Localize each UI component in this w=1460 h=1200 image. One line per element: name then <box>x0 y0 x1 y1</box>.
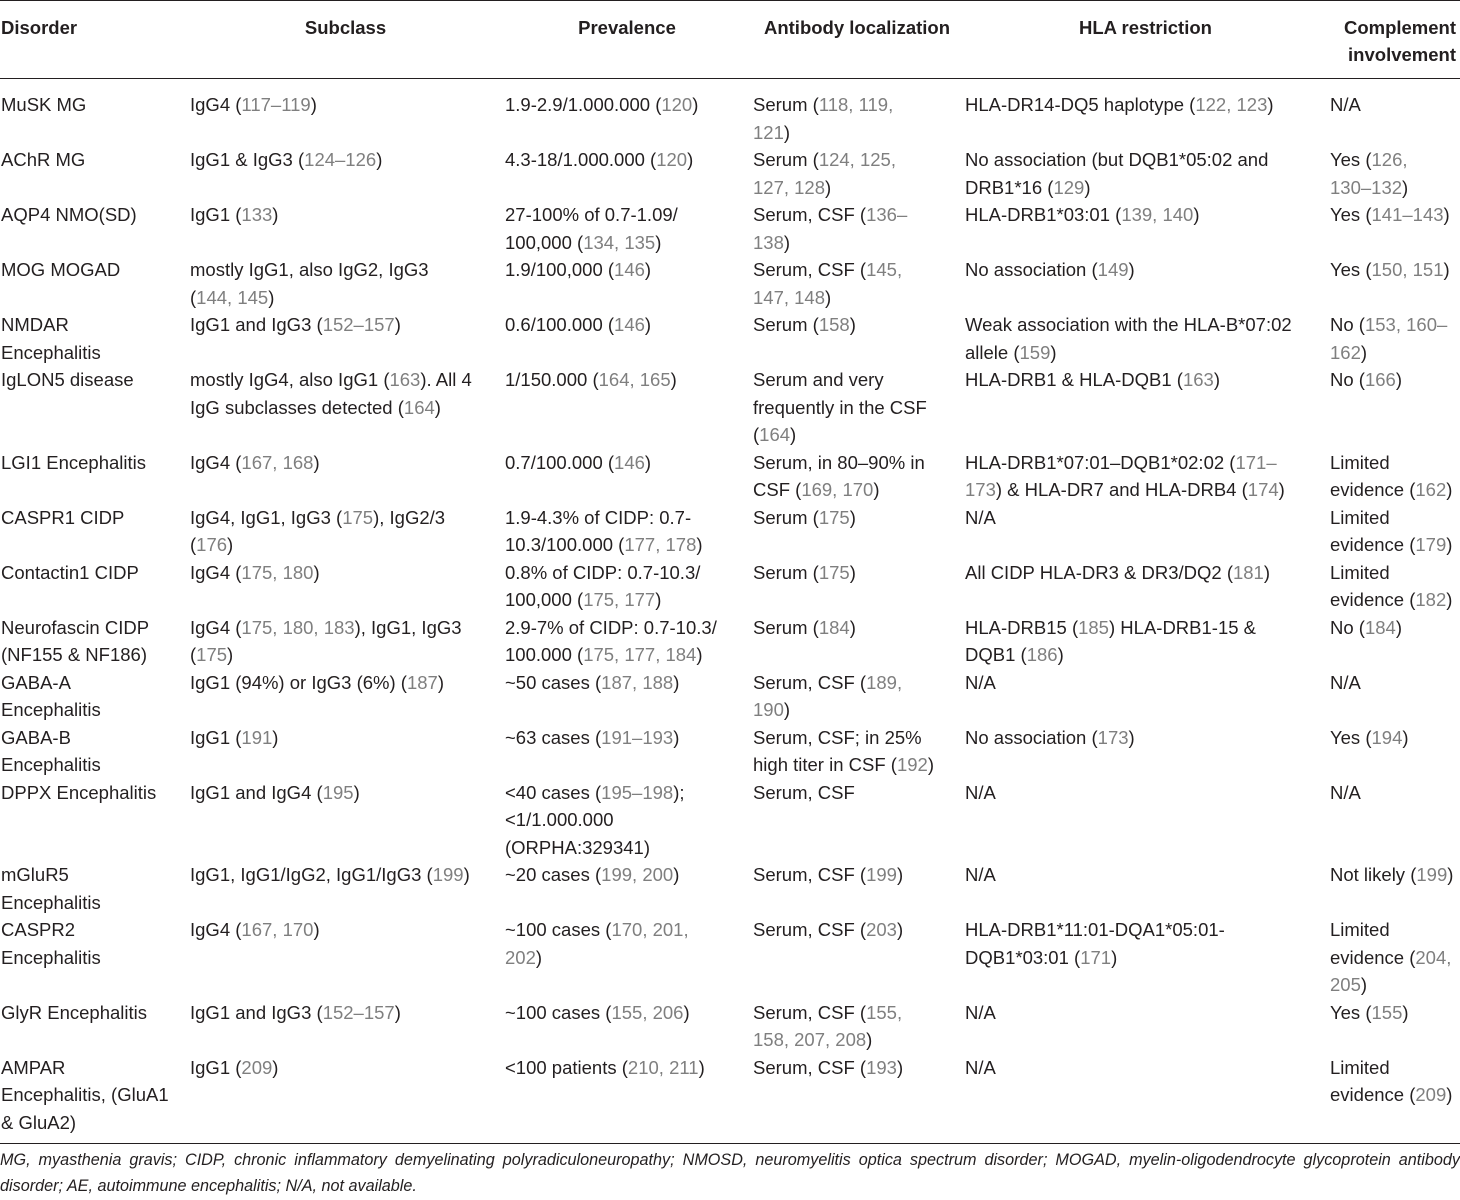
citation-reference: 145, 147, 148 <box>753 259 903 308</box>
cell-prevalence: 0.7/100.000 (146) <box>505 451 652 473</box>
cell-hla-restriction: No association (but DQB1*05:02 and DRB1*16 (129) <box>965 149 1269 198</box>
citation-reference: 204, 205 <box>1330 946 1452 995</box>
citation-reference: 118, 119, 121 <box>753 94 894 143</box>
cell-disorder: NMDAR Encephalitis <box>1 314 101 363</box>
citation-reference: 173 <box>1097 726 1129 748</box>
cell-subclass: IgG1 and IgG3 (152–157) <box>190 1001 401 1023</box>
citation-reference: 124–126 <box>304 149 377 170</box>
citation-reference: 164, 165 <box>598 369 671 390</box>
citation-reference: 159 <box>1019 341 1051 363</box>
citation-reference: 133 <box>241 204 273 225</box>
cell-complement-involvement: Yes (126, 130–132) <box>1330 149 1409 198</box>
table-row <box>0 559 1460 614</box>
cell-prevalence: 0.8% of CIDP: 0.7-10.3/ 100,000 (175, 177) <box>505 561 701 610</box>
cell-disorder: GlyR Encephalitis <box>1 1001 148 1023</box>
citation-reference: 163 <box>389 369 421 390</box>
cell-complement-involvement: Yes (194) <box>1330 726 1409 748</box>
cell-prevalence: 4.3-18/1.000.000 (120) <box>505 149 694 170</box>
cell-subclass: IgG1 & IgG3 (124–126) <box>190 149 383 170</box>
cell-disorder: IgLON5 disease <box>1 369 134 390</box>
table-body <box>0 79 1460 1145</box>
citation-reference: 199, 200 <box>601 864 674 885</box>
citation-reference: 192 <box>896 754 928 775</box>
citation-reference: 181 <box>1232 561 1264 583</box>
cell-complement-involvement: N/A <box>1330 671 1361 693</box>
cell-prevalence: ~100 cases (170, 201, 202) <box>505 919 689 968</box>
cell-complement-involvement: Limited evidence (162) <box>1330 451 1453 500</box>
cell-subclass: IgG4 (175, 180) <box>190 561 320 583</box>
citation-reference: 199 <box>432 864 464 885</box>
cell-antibody-localization: Serum, CSF <box>753 781 855 803</box>
citation-reference: 158 <box>818 314 850 335</box>
header-row <box>0 1 1460 79</box>
citation-reference: 177, 178 <box>624 534 697 555</box>
table-row <box>0 916 1460 999</box>
citation-reference: 144, 145 <box>196 286 269 308</box>
cell-prevalence: 2.9-7% of CIDP: 0.7-10.3/ 100.000 (175, 177, 184) <box>505 616 717 665</box>
citation-reference: 153, 160– 162 <box>1330 314 1448 363</box>
citation-reference: 117–119 <box>241 94 311 115</box>
cell-complement-involvement: Limited evidence (179) <box>1330 506 1453 555</box>
cell-antibody-localization: Serum (118, 119, 121) <box>753 94 894 143</box>
citation-reference: 191–193 <box>601 726 674 748</box>
citation-reference: 167, 168 <box>241 451 314 473</box>
citation-reference: 126, 130–132 <box>1330 149 1408 198</box>
citation-reference: 175, 177, 184 <box>583 644 697 665</box>
citation-reference: 164 <box>403 396 435 418</box>
cell-antibody-localization: Serum, CSF (136– 138) <box>753 204 908 253</box>
cell-prevalence: 1.9-4.3% of CIDP: 0.7- 10.3/100.000 (177, 178) <box>505 506 703 555</box>
citation-reference: 210, 211 <box>627 1056 699 1078</box>
header-hla-restriction: HLA restriction <box>963 1 1328 79</box>
citation-reference: 134, 135 <box>583 231 656 253</box>
citation-reference: 193 <box>866 1056 897 1078</box>
cell-disorder: mGluR5 Encephalitis <box>1 864 101 913</box>
cell-complement-involvement: No (184) <box>1330 616 1403 638</box>
cell-prevalence: <40 cases (195–198); <1/1.000.000 (ORPHA:329341) <box>505 781 685 858</box>
table-row <box>0 366 1460 449</box>
cell-subclass: IgG4, IgG1, IgG3 (175), IgG2/3 (176) <box>190 506 446 555</box>
cell-complement-involvement: Limited evidence (182) <box>1330 561 1453 610</box>
cell-complement-involvement: No (153, 160– 162) <box>1330 314 1448 363</box>
citation-reference: 155 <box>1371 1001 1403 1023</box>
cell-hla-restriction: N/A <box>965 1001 996 1023</box>
header-complement-involvement: Complement involvement <box>1328 1 1460 79</box>
cell-subclass: mostly IgG4, also IgG1 (163). All 4 IgG subclasses detected (164) <box>190 369 472 418</box>
cell-hla-restriction: No association (173) <box>965 726 1135 748</box>
citation-reference: 187 <box>406 671 438 693</box>
citation-reference: 175 <box>818 561 850 583</box>
cell-antibody-localization: Serum (158) <box>753 314 856 335</box>
cell-hla-restriction: N/A <box>965 671 996 693</box>
cell-subclass: IgG4 (167, 170) <box>190 919 320 940</box>
citation-reference: 185 <box>1078 616 1109 638</box>
table-row <box>0 311 1460 366</box>
citation-reference: 187, 188 <box>601 671 674 693</box>
citation-reference: 146 <box>614 259 645 280</box>
citation-reference: 176 <box>196 534 228 555</box>
cell-hla-restriction: All CIDP HLA-DR3 & DR3/DQ2 (181) <box>965 561 1271 583</box>
cell-prevalence: 0.6/100.000 (146) <box>505 314 652 335</box>
citation-reference: 170, 201, 202 <box>505 919 689 968</box>
cell-antibody-localization: Serum, CSF (193) <box>753 1056 904 1078</box>
cell-antibody-localization: Serum, CSF (145, 147, 148) <box>753 259 903 308</box>
cell-disorder: AMPAR Encephalitis, (GluA1 & GluA2) <box>1 1056 169 1133</box>
table-row <box>0 724 1460 779</box>
citation-reference: 141–143 <box>1371 204 1444 225</box>
table-row <box>0 449 1460 504</box>
cell-disorder: Neurofascin CIDP (NF155 & NF186) <box>1 616 150 665</box>
table-row <box>0 779 1460 862</box>
citation-reference: 184 <box>818 616 850 638</box>
cell-hla-restriction: Weak association with the HLA-B*07:02 allele (159) <box>965 314 1292 363</box>
cell-prevalence: ~100 cases (155, 206) <box>505 1001 690 1023</box>
table-row <box>0 201 1460 256</box>
cell-antibody-localization: Serum (175) <box>753 506 856 528</box>
cell-prevalence: 1/150.000 (164, 165) <box>505 369 677 390</box>
cell-complement-involvement: Yes (141–143) <box>1330 204 1450 225</box>
table-row <box>0 1054 1460 1145</box>
citation-reference: 124, 125, 127, 128 <box>753 149 896 198</box>
citation-reference: 184 <box>1364 616 1396 638</box>
cell-antibody-localization: Serum, CSF (199) <box>753 864 904 885</box>
cell-disorder: AQP4 NMO(SD) <box>1 204 137 225</box>
cell-antibody-localization: Serum, CSF (189, 190) <box>753 671 903 720</box>
citation-reference: 150, 151 <box>1371 259 1444 280</box>
citation-reference: 139, 140 <box>1121 204 1194 225</box>
cell-disorder: CASPR2 Encephalitis <box>1 919 101 968</box>
citation-reference: 189, 190 <box>753 671 903 720</box>
cell-hla-restriction: N/A <box>965 1056 996 1078</box>
header-antibody-localization: Antibody localization <box>751 1 963 79</box>
cell-hla-restriction: HLA-DR14-DQ5 haplotype (122, 123) <box>965 94 1274 115</box>
cell-subclass: IgG4 (175, 180, 183), IgG1, IgG3 (175) <box>190 616 462 665</box>
citation-reference: 199 <box>866 864 897 885</box>
cell-complement-involvement: Yes (150, 151) <box>1330 259 1450 280</box>
cell-disorder: LGI1 Encephalitis <box>1 451 147 473</box>
cell-antibody-localization: Serum and very frequently in the CSF (164) <box>753 369 927 445</box>
cell-prevalence: <100 patients (210, 211) <box>505 1056 705 1078</box>
cell-disorder: GABA-B Encephalitis <box>1 726 101 775</box>
cell-antibody-localization: Serum, CSF (203) <box>753 919 904 940</box>
citation-reference: 175 <box>196 644 228 665</box>
cell-disorder: GABA-A Encephalitis <box>1 671 101 720</box>
cell-hla-restriction: HLA-DRB1*11:01-DQA1*05:01- DQB1*03:01 (171) <box>965 919 1225 968</box>
cell-complement-involvement: N/A <box>1330 781 1361 803</box>
citation-reference: 175, 180 <box>241 561 314 583</box>
cell-disorder: CASPR1 CIDP <box>1 506 125 528</box>
cell-antibody-localization: Serum (124, 125, 127, 128) <box>753 149 896 198</box>
cell-prevalence: ~20 cases (199, 200) <box>505 864 680 885</box>
cell-complement-involvement: No (166) <box>1330 369 1403 390</box>
cell-complement-involvement: Limited evidence (204, 205) <box>1330 919 1452 995</box>
cell-subclass: IgG4 (167, 168) <box>190 451 320 473</box>
cell-disorder: MOG MOGAD <box>1 259 121 280</box>
citation-reference: 175 <box>342 506 374 528</box>
cell-hla-restriction: No association (149) <box>965 259 1135 280</box>
table-row <box>0 256 1460 311</box>
table-row <box>0 669 1460 724</box>
cell-complement-involvement: Limited evidence (209) <box>1330 1056 1453 1105</box>
cell-antibody-localization: Serum (175) <box>753 561 856 583</box>
citation-reference: 163 <box>1182 369 1214 390</box>
citation-reference: 149 <box>1097 259 1129 280</box>
citation-reference: 152–157 <box>322 314 395 335</box>
cell-subclass: IgG1 and IgG3 (152–157) <box>190 314 401 335</box>
cell-subclass: IgG1 (133) <box>190 204 279 225</box>
cell-subclass: IgG1 (209) <box>190 1056 279 1078</box>
cell-hla-restriction: N/A <box>965 864 996 885</box>
citation-reference: 199 <box>1416 864 1448 885</box>
cell-hla-restriction: N/A <box>965 781 996 803</box>
cell-subclass: IgG1 (94%) or IgG3 (6%) (187) <box>190 671 444 693</box>
citation-reference: 175, 177 <box>583 589 656 610</box>
citation-reference: 122, 123 <box>1195 94 1268 115</box>
cell-complement-involvement: N/A <box>1330 94 1361 115</box>
citation-reference: 195 <box>322 781 354 803</box>
cell-prevalence: ~63 cases (191–193) <box>505 726 680 748</box>
cell-subclass: IgG1 (191) <box>190 726 279 748</box>
cell-hla-restriction: N/A <box>965 506 996 528</box>
citation-reference: 155, 206 <box>611 1001 684 1023</box>
citation-reference: 186 <box>1026 644 1058 665</box>
cell-disorder: MuSK MG <box>1 94 87 115</box>
citation-reference: 174 <box>1247 479 1279 500</box>
table-row <box>0 861 1460 916</box>
citation-reference: 120 <box>661 94 693 115</box>
table-row <box>0 999 1460 1054</box>
citation-reference: 171 <box>1080 946 1112 968</box>
table-row <box>0 504 1460 559</box>
cell-subclass: IgG4 (117–119) <box>190 94 317 115</box>
citation-reference: 182 <box>1415 589 1447 610</box>
citation-reference: 167, 170 <box>241 919 314 940</box>
citation-reference: 169, 170 <box>801 479 874 500</box>
citation-reference: 179 <box>1415 534 1447 555</box>
citation-reference: 162 <box>1415 479 1447 500</box>
citation-reference: 166 <box>1364 369 1396 390</box>
cell-subclass: IgG1 and IgG4 (195) <box>190 781 360 803</box>
cell-prevalence: 1.9-2.9/1.000.000 (120) <box>505 94 699 115</box>
cell-antibody-localization: Serum, CSF; in 25% high titer in CSF (192) <box>753 726 934 775</box>
citation-reference: 209 <box>241 1056 273 1078</box>
table-row <box>0 146 1460 201</box>
citation-reference: 120 <box>656 149 688 170</box>
table-row <box>0 614 1460 669</box>
cell-hla-restriction: HLA-DRB1 & HLA-DQB1 (163) <box>965 369 1221 390</box>
citation-reference: 171– 173 <box>965 451 1277 500</box>
cell-complement-involvement: Yes (155) <box>1330 1001 1409 1023</box>
header-prevalence: Prevalence <box>503 1 751 79</box>
citation-reference: 175, 180, 183 <box>241 616 355 638</box>
citation-reference: 191 <box>241 726 273 748</box>
citation-reference: 203 <box>866 919 897 940</box>
table-footnote: MG, myasthenia gravis; CIDP, chronic inflammatory demyelinating polyradiculoneuropathy; NMOSD, neuromyelitis optica spectrum disorder; MOGAD, myelin-oligodendrocyte glycoprotein antibody disorder; AE, autoimmune encephalitis; N/A, not available. <box>0 1143 1460 1199</box>
citation-reference: 146 <box>614 314 645 335</box>
citation-reference: 129 <box>1053 176 1085 198</box>
citation-reference: 136– 138 <box>753 204 908 253</box>
cell-antibody-localization: Serum, CSF (155, 158, 207, 208) <box>753 1001 903 1050</box>
cell-complement-involvement: Not likely (199) <box>1330 864 1454 885</box>
citation-reference: 209 <box>1415 1084 1447 1105</box>
citation-reference: 175 <box>818 506 850 528</box>
cell-hla-restriction: HLA-DRB1*07:01–DQB1*02:02 (171– 173) & HLA-DR7 and HLA-DRB4 (174) <box>965 451 1285 500</box>
citation-reference: 152–157 <box>322 1001 395 1023</box>
cell-hla-restriction: HLA-DRB1*03:01 (139, 140) <box>965 204 1200 225</box>
header-subclass: Subclass <box>188 1 503 79</box>
citation-reference: 194 <box>1371 726 1403 748</box>
cell-disorder: DPPX Encephalitis <box>1 781 157 803</box>
cell-subclass: IgG1, IgG1/IgG2, IgG1/IgG3 (199) <box>190 864 470 885</box>
citation-reference: 164 <box>759 424 791 445</box>
cell-disorder: Contactin1 CIDP <box>1 561 139 583</box>
table-row <box>0 79 1460 147</box>
citation-reference: 155, 158, 207, 208 <box>753 1001 903 1050</box>
citation-reference: 146 <box>614 451 645 473</box>
cell-subclass: mostly IgG1, also IgG2, IgG3 (144, 145) <box>190 259 429 308</box>
cell-prevalence: 27-100% of 0.7-1.09/ 100,000 (134, 135) <box>505 204 678 253</box>
cell-antibody-localization: Serum (184) <box>753 616 856 638</box>
cell-prevalence: 1.9/100,000 (146) <box>505 259 652 280</box>
citation-reference: 195–198 <box>601 781 674 803</box>
cell-disorder: AChR MG <box>1 149 86 170</box>
header-disorder: Disorder <box>0 1 188 79</box>
cell-antibody-localization: Serum, in 80–90% in CSF (169, 170) <box>753 451 925 500</box>
cell-prevalence: ~50 cases (187, 188) <box>505 671 680 693</box>
table-header <box>0 1 1460 79</box>
cell-hla-restriction: HLA-DRB15 (185) HLA-DRB1-15 & DQB1 (186) <box>965 616 1257 665</box>
